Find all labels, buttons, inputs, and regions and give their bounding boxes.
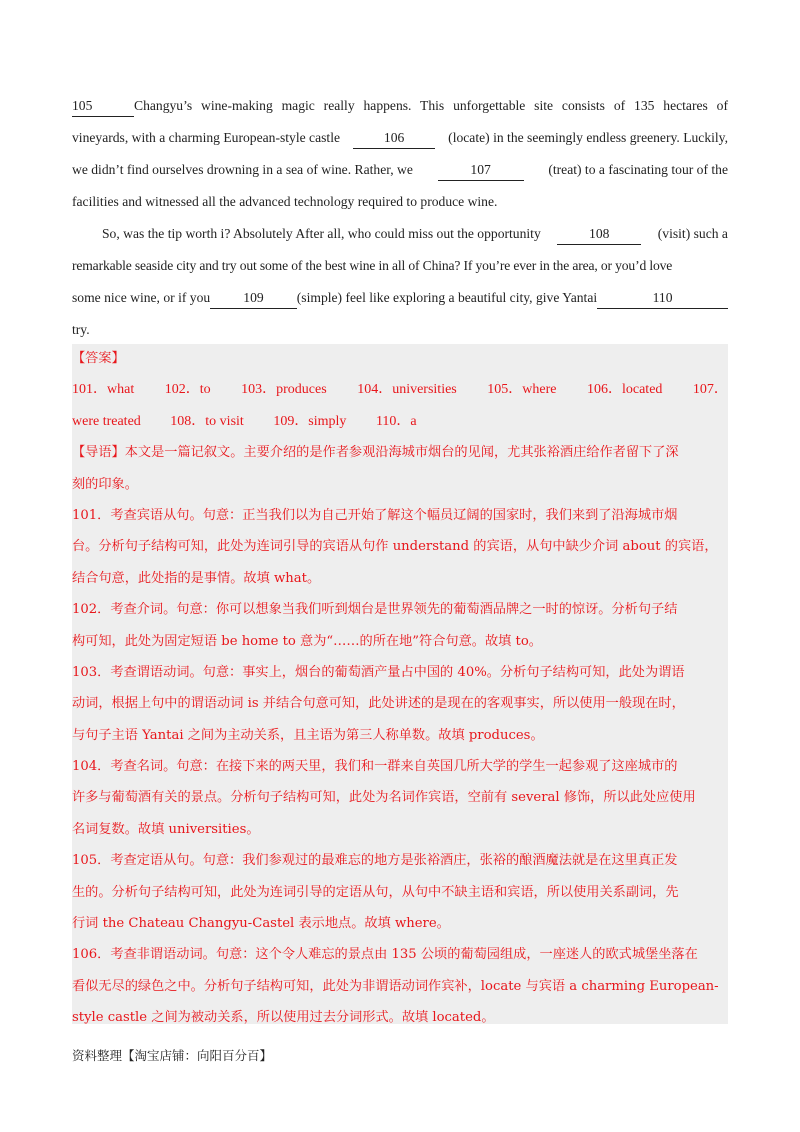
explanation-line: 104．考查名词。句意：在接下来的两天里，我们和一群来自英国几所大学的学生一起参观了这座城市的 (72, 759, 678, 775)
explanation-line: 生的。分析句子结构可知，此处为连词引导的定语从句，从句中不缺主语和宾语，所以使用关系副词，先 (72, 884, 679, 900)
explanation-line: 动词，根据上句中的谓语动词 is 并结合句意可知，此处讲述的是现在的客观事实，所以使用一般现在时， (72, 696, 685, 712)
answer-key-row (72, 375, 728, 406)
answer-item: 108．to visit (170, 413, 244, 429)
answer-item: 102．to (164, 382, 211, 398)
explanation-line: 105．考查定语从句。句意：我们参观过的最难忘的地方是张裕酒庄，张裕的酿酒魔法就是在这里真正发 (72, 853, 678, 869)
passage-line: remarkable seaside city and try out some of the best wine in all of China? If you’re ever in the area, or you’d love (72, 258, 673, 273)
footer-source: 资料整理【淘宝店铺：向阳百分百】 (72, 1048, 273, 1063)
explanation-line: 103．考查谓语动词。句意：事实上，烟台的葡萄酒产量占中国的 40%。分析句子结构可知，此处为谓语 (72, 664, 685, 680)
explanation-line: 刻的印象。 (72, 476, 138, 492)
answer-key-row (72, 407, 728, 438)
explanation-line: 台。分析句子结构可知，此处为连词引导的宾语从句作 understand 的宾语，从句中缺少介词 about 的宾语， (72, 539, 718, 555)
explanation-line: 名词复数。故填 universities。 (72, 821, 260, 837)
answer-item: 106．located (586, 382, 663, 398)
answer-item: were treated (72, 413, 141, 429)
answer-item: 110．a (375, 413, 417, 429)
answer-item: 103．produces (241, 382, 327, 398)
answer-section (72, 344, 728, 1024)
answer-item: 107． (692, 382, 728, 398)
explanation-line: 101．考查宾语从句。句意：正当我们以为自己开始了解这个幅员辽阔的国家时，我们来到了沿海城市烟 (72, 507, 678, 523)
passage-line: we didn’t find ourselves drowning in a sea of wine. Rather, we 107 (treat) to a fascinating tour of the (72, 156, 728, 188)
explanation-line: 构可知，此处为固定短语 be home to 意为“……的所在地”符合句意。故填 to。 (72, 633, 542, 649)
explanation-line: 与句子主语 Yantai 之间为主动关系，且主语为第三人称单数。故填 produces。 (72, 727, 544, 743)
answer-item: 109．simply (273, 413, 347, 429)
passage-line: So, was the tip worth i? Absolutely After all, who could miss out the opportunity 108 (visit) such a (72, 220, 728, 252)
blank-105: 105 (72, 96, 134, 117)
explanation-line: style castle 之间为被动关系，所以使用过去分词形式。故填 located。 (72, 1010, 495, 1026)
answer-item: 105．where (487, 382, 557, 398)
explanation-line: 许多与葡萄酒有关的景点。分析句子结构可知，此处为名词作宾语，空前有 several 修饰，所以此处应使用 (72, 790, 696, 806)
explanation-line: 行词 the Chateau Changyu-Castel 表示地点。故填 where。 (72, 916, 450, 932)
explanation-line: 结合句意，此处指的是事情。故填 what。 (72, 570, 321, 586)
blank-108: 108 (557, 224, 641, 245)
blank-110: 110 (597, 288, 728, 309)
explanation-line: 106．考查非谓语动词。句意：这个令人难忘的景点由 135 公顷的葡萄园组成，一座迷人的欧式城堡坐落在 (72, 947, 698, 963)
passage (72, 92, 728, 348)
blank-107: 107 (438, 160, 524, 181)
explanation-line: 102．考查介词。句意：你可以想象当我们听到烟台是世界领先的葡萄酒品牌之一时的惊讶。分析句子结 (72, 602, 678, 618)
blank-106: 106 (353, 128, 435, 149)
explanation-line: 看似无尽的绿色之中。分析句子结构可知，此处为非谓语动词作宾补，locate 与宾语 a charming European- (72, 978, 719, 994)
blank-109: 109 (210, 288, 297, 309)
passage-line: try. (72, 322, 90, 337)
answer-header: 【答案】 (72, 351, 125, 366)
passage-line: some nice wine, or if you 109 (simple) feel like exploring a beautiful city, give Yantai 110 (72, 284, 728, 316)
explanation-line: 【导语】本文是一篇记叙文。主要介绍的是作者参观沿海城市烟台的见闻，尤其张裕酒庄给作者留下了深 (72, 445, 679, 461)
passage-line: 105 Changyu’s wine-making magic really happens. This unforgettable site consists of 135 hectares of (72, 92, 728, 124)
answer-item: 101．what (72, 382, 135, 398)
passage-line: facilities and witnessed all the advanced technology required to produce wine. (72, 194, 498, 209)
passage-line: vineyards, with a charming European-style castle 106 (locate) in the seemingly endless greenery. Luckily, (72, 124, 728, 156)
answer-item: 104．universities (357, 382, 457, 398)
